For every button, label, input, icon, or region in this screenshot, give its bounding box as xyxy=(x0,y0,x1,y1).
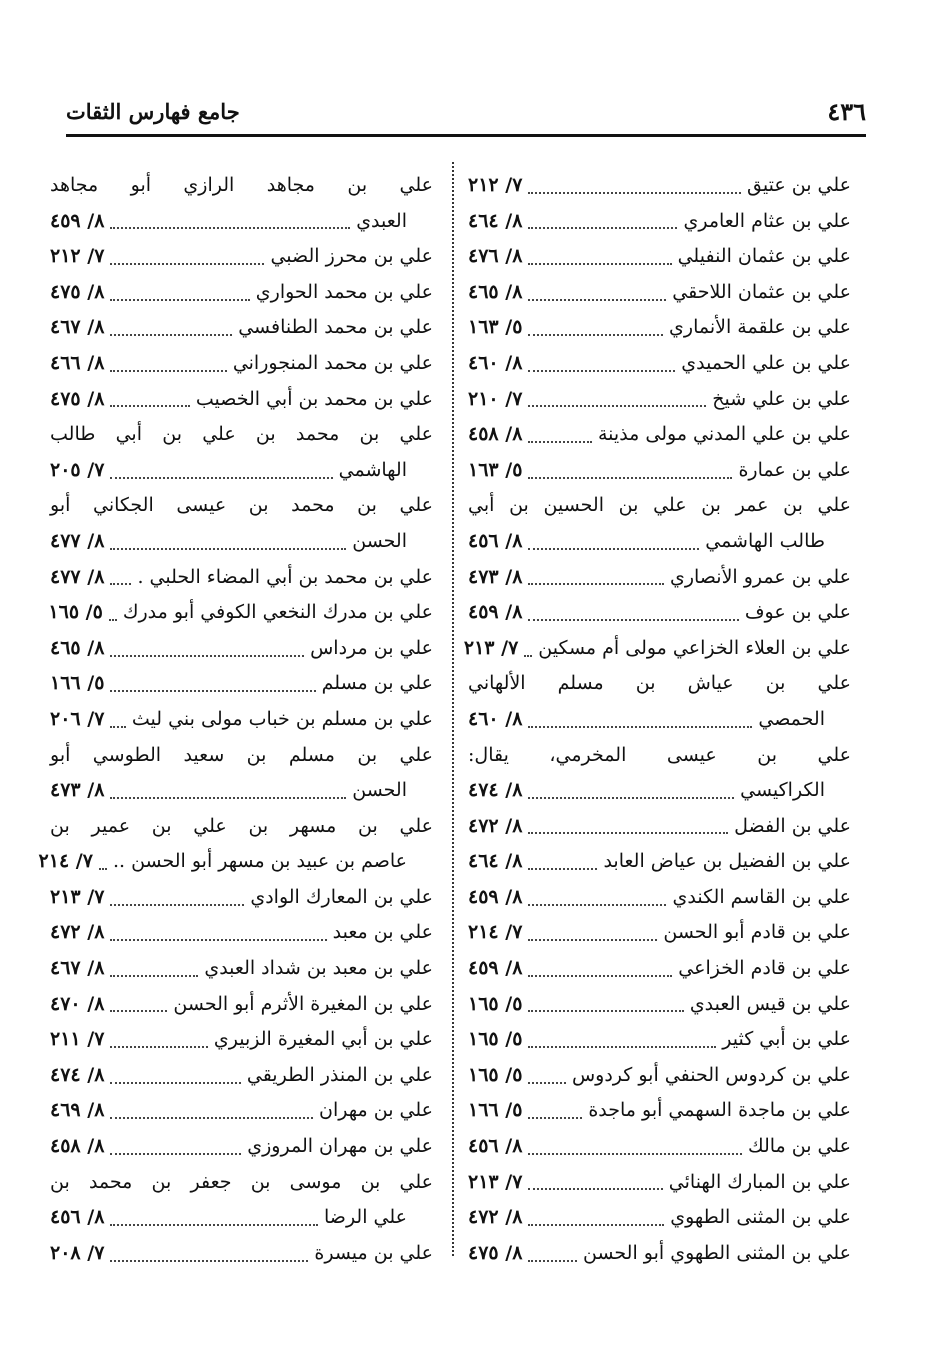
entry-name: علي بن المبارك الهنائي xyxy=(668,1170,851,1193)
entry-reference: ٧/ ٢١٠ xyxy=(468,387,523,410)
entry-name: الهاشمي xyxy=(338,458,407,481)
entry-name: علي بن مسهر بن علي بن عمير بن xyxy=(50,814,433,837)
dot-leader xyxy=(110,403,189,407)
index-entry-continuation xyxy=(50,1200,433,1236)
index-entry xyxy=(468,844,851,880)
index-entry xyxy=(468,453,851,489)
index-entry xyxy=(468,987,851,1023)
dot-leader xyxy=(528,1044,716,1048)
dot-leader xyxy=(110,973,198,977)
entry-name: علي بن عمرو الأنصاري xyxy=(669,565,851,588)
index-entry xyxy=(468,666,851,702)
dot-leader xyxy=(528,190,741,194)
index-entry xyxy=(468,915,851,951)
index-entry xyxy=(463,631,851,667)
entry-reference: ٨/ ٤٦٦ xyxy=(50,351,105,374)
entry-name: علي بن عمر بن علي بن الحسين بن أبي xyxy=(468,494,851,517)
entry-reference: ٨/ ٤٧٢ xyxy=(468,814,523,837)
dot-leader xyxy=(528,439,592,443)
entry-name: علي بن المنذر الطريقي xyxy=(246,1063,433,1086)
index-entry xyxy=(50,417,433,453)
entry-reference: ٨/ ٤٦٠ xyxy=(468,351,523,374)
entry-name: علي بن مسلم بن سعيد الطوسي أبو xyxy=(50,743,433,766)
entry-name: علي بن القاسم الكندي xyxy=(672,885,851,908)
entry-reference: ٨/ ٤٥٩ xyxy=(50,209,105,232)
index-entry xyxy=(50,310,433,346)
entry-name: علي بن مهران xyxy=(319,1099,433,1122)
index-entry-continuation xyxy=(50,524,433,560)
index-entry xyxy=(50,1093,433,1129)
entry-reference: ٨/ ٤٥٩ xyxy=(468,957,523,980)
entry-name: الحسن xyxy=(352,779,407,802)
index-entry xyxy=(468,1129,851,1165)
entry-name: علي بن علي الحميدي xyxy=(681,351,851,374)
index-entry xyxy=(50,702,433,738)
index-entry xyxy=(468,809,851,845)
dot-leader xyxy=(528,225,677,229)
index-entry xyxy=(468,1236,851,1272)
index-entry xyxy=(50,168,433,204)
index-entry xyxy=(468,880,851,916)
entry-reference: ٨/ ٤٧٣ xyxy=(50,779,105,802)
index-entry-continuation xyxy=(468,773,851,809)
index-entry xyxy=(50,666,433,702)
dot-leader xyxy=(110,1115,313,1119)
entry-reference: ٨/ ٤٧٤ xyxy=(468,779,523,802)
entry-name: علي بن محمد الطنافسي xyxy=(238,316,433,339)
index-entry xyxy=(468,310,851,346)
entry-name: علي بن الفضيل بن عياض العابد xyxy=(603,850,851,873)
entry-reference: ٨/ ٤٥٨ xyxy=(50,1135,105,1158)
index-entry-continuation xyxy=(468,702,851,738)
entry-reference: ٨/ ٤٦٥ xyxy=(50,636,105,659)
entry-name: علي بن عثام العامري xyxy=(683,209,851,232)
dot-leader xyxy=(110,546,346,550)
index-entry xyxy=(50,809,433,845)
dot-leader xyxy=(528,1115,582,1119)
index-entry xyxy=(468,204,851,240)
entry-name: علي بن المثنى الطهوي xyxy=(670,1206,851,1229)
entry-name: علي بن محمد بن أبي الخصيب xyxy=(195,387,433,410)
dot-leader xyxy=(110,1258,308,1262)
entry-name: عاصم بن عبيد بن مسهر أبو الحسن .. xyxy=(112,850,407,873)
dot-leader xyxy=(110,653,304,657)
dot-leader xyxy=(110,1151,241,1155)
entry-name: علي بن قادم أبو الحسن xyxy=(663,921,851,944)
index-entry xyxy=(468,738,851,774)
entry-reference: ٧/ ٢١٢ xyxy=(468,174,523,196)
entry-name: علي بن محمد بن علي بن أبي طالب xyxy=(50,423,433,446)
entry-reference: ٨/ ٤٧٤ xyxy=(50,1063,105,1086)
dot-leader xyxy=(528,937,657,941)
entry-name: علي بن ميسرة xyxy=(314,1241,433,1264)
index-entry xyxy=(468,168,851,204)
dot-leader xyxy=(110,902,244,906)
entry-reference: ٥/ ١٦٦ xyxy=(50,672,105,695)
index-entry xyxy=(468,488,851,524)
entry-reference: ٥/ ١٦٦ xyxy=(468,1099,523,1122)
index-entry xyxy=(50,239,433,275)
entry-name: علي بن المغيرة الأثرم أبو الحسن xyxy=(173,992,433,1015)
entry-reference: ٨/ ٤٥٦ xyxy=(468,529,523,552)
page-number: ٤٣٦ xyxy=(827,96,866,126)
entry-name: علي بن محرز الضبي xyxy=(270,245,433,268)
book-title: جامع فهارس الثقات xyxy=(66,98,240,124)
entry-reference: ٥/ ١٦٣ xyxy=(468,458,523,481)
entry-reference: ٨/ ٤٧٢ xyxy=(468,1206,523,1229)
dot-leader xyxy=(528,617,738,621)
entry-reference: ٧/ ٢١٣ xyxy=(468,1170,523,1193)
entry-reference: ٨/ ٤٧٢ xyxy=(50,921,105,944)
index-entry xyxy=(50,1022,433,1058)
entry-reference: ٧/ ٢١١ xyxy=(50,1028,105,1051)
dot-leader xyxy=(528,1008,683,1012)
entry-name: علي بن عياش بن مسلم الألهاني xyxy=(468,672,851,695)
entry-reference: ٨/ ٤٧٦ xyxy=(468,245,523,268)
index-entry xyxy=(468,1058,851,1094)
entry-reference: ٨/ ٤٦٩ xyxy=(50,1099,105,1122)
entry-reference: ٧/ ٢١٣ xyxy=(463,636,519,659)
index-entry xyxy=(50,951,433,987)
dot-leader xyxy=(528,1222,664,1226)
entry-reference: ٨/ ٤٧٠ xyxy=(50,992,105,1015)
dot-leader xyxy=(528,581,664,585)
index-entry xyxy=(468,951,851,987)
entry-reference: ٧/ ٢١٣ xyxy=(50,885,105,908)
entry-reference: ٨/ ٤٦٤ xyxy=(468,850,523,873)
dot-leader xyxy=(110,1222,318,1226)
entry-name: علي بن مجاهد الرازي أبو مجاهد xyxy=(50,174,433,196)
entry-reference: ٨/ ٤٦٧ xyxy=(50,316,105,339)
entry-name: الحمصي xyxy=(758,707,825,730)
entry-reference: ٧/ ٢١٢ xyxy=(50,245,105,268)
dot-leader xyxy=(528,866,597,870)
entry-name: علي بن أبي المغيرة الزبيري xyxy=(213,1028,433,1051)
entry-name: علي بن معبد بن شداد العبدي xyxy=(204,957,433,980)
index-entry xyxy=(50,1236,433,1272)
entry-name: الحسن xyxy=(352,529,407,552)
header-rule xyxy=(66,134,866,137)
dot-leader xyxy=(110,937,326,941)
index-column-left xyxy=(38,168,433,1271)
index-entry xyxy=(50,595,433,631)
dot-leader xyxy=(110,581,131,585)
index-entry xyxy=(50,915,433,951)
entry-reference: ٨/ ٤٥٦ xyxy=(468,1135,523,1158)
entry-name: العبدي xyxy=(356,209,407,232)
entry-name: علي بن عتيق xyxy=(747,174,851,196)
index-entry xyxy=(468,1200,851,1236)
entry-reference: ٧/ ٢١٤ xyxy=(38,850,93,873)
entry-reference: ٨/ ٤٧٥ xyxy=(468,1241,523,1264)
dot-leader xyxy=(528,830,728,834)
index-entry xyxy=(468,1022,851,1058)
entry-name: علي بن عثمان اللاحقي xyxy=(672,280,851,303)
dot-leader xyxy=(110,475,332,479)
dot-leader xyxy=(528,795,734,799)
dot-leader xyxy=(528,546,699,550)
entry-reference: ٨/ ٤٧٥ xyxy=(50,280,105,303)
entry-reference: ٨/ ٤٧٧ xyxy=(50,565,105,588)
dot-leader xyxy=(110,1044,208,1048)
entry-reference: ٨/ ٤٦٤ xyxy=(468,209,523,232)
index-entry xyxy=(468,1093,851,1129)
index-entry xyxy=(50,738,433,774)
dot-leader xyxy=(528,261,671,265)
entry-name: علي بن علي المدني مولى مذينة xyxy=(597,423,851,446)
entry-name: علي بن ماجدة السهمي أبو ماجدة xyxy=(588,1099,851,1122)
dot-leader xyxy=(528,724,752,728)
entry-name: علي بن عيسى المخرمي، يقال: xyxy=(468,743,851,766)
entry-reference: ٨/ ٤٦٠ xyxy=(468,707,523,730)
entry-name: علي بن كردوس الحنفي أبو كردوس xyxy=(571,1063,851,1086)
index-entry-continuation xyxy=(468,524,851,560)
entry-name: علي بن مدرك النخعي الكوفي أبو مدرك xyxy=(122,601,433,624)
entry-reference: ٧/ ٢٠٥ xyxy=(50,458,105,481)
index-entry xyxy=(468,346,851,382)
dot-leader xyxy=(110,795,346,799)
entry-reference: ٨/ ٤٧٧ xyxy=(50,529,105,552)
index-entry xyxy=(50,275,433,311)
index-entry xyxy=(468,560,851,596)
dot-leader xyxy=(524,653,532,657)
index-entry xyxy=(468,275,851,311)
dot-leader xyxy=(528,1151,742,1155)
index-entry xyxy=(468,382,851,418)
index-entry xyxy=(50,1129,433,1165)
entry-reference: ٨/ ٤٥٦ xyxy=(50,1206,105,1229)
dot-leader xyxy=(528,973,672,977)
entry-name: علي بن محمد بن عيسى الجكاني أبو xyxy=(50,494,433,517)
index-entry xyxy=(468,239,851,275)
entry-name: طالب الهاشمي xyxy=(705,529,825,552)
entry-name: علي بن علي شيخ xyxy=(712,387,851,410)
entry-name: الكراكيسي xyxy=(740,779,825,802)
index-entry xyxy=(50,346,433,382)
dot-leader xyxy=(110,688,315,692)
entry-name: علي بن الفضل xyxy=(734,814,851,837)
index-entry xyxy=(50,560,433,596)
entry-name: علي بن المثنى الطهوي أبو الحسن xyxy=(583,1241,851,1264)
dot-leader xyxy=(110,724,125,728)
entry-reference: ٨/ ٤٧٣ xyxy=(468,565,523,588)
entry-reference: ٥/ ١٦٥ xyxy=(468,992,523,1015)
entry-reference: ٨/ ٤٥٩ xyxy=(468,601,523,624)
page-header xyxy=(66,92,866,130)
dot-leader xyxy=(110,368,226,372)
index-entry xyxy=(50,382,433,418)
entry-name: علي بن مسلم xyxy=(321,672,433,695)
dot-leader xyxy=(110,1008,167,1012)
entry-reference: ٧/ ٢١٤ xyxy=(468,921,523,944)
index-entry xyxy=(50,880,433,916)
dot-leader xyxy=(110,1080,240,1084)
dot-leader xyxy=(528,902,666,906)
dot-leader xyxy=(110,332,232,336)
entry-reference: ٨/ ٤٦٧ xyxy=(50,957,105,980)
entry-name: علي بن محمد بن أبي المضاء الحلبي . xyxy=(137,565,433,588)
dot-leader xyxy=(110,261,264,265)
dot-leader xyxy=(528,1258,577,1262)
dot-leader xyxy=(528,297,666,301)
entry-name: علي بن مالك xyxy=(747,1135,851,1158)
entry-name: علي بن عثمان النفيلي xyxy=(677,245,851,268)
entry-name: علي بن معبد xyxy=(332,921,433,944)
dot-leader xyxy=(528,403,706,407)
entry-reference: ٨/ ٤٧٥ xyxy=(50,387,105,410)
entry-name: علي بن علقمة الأنماري xyxy=(669,316,851,339)
column-divider xyxy=(452,162,454,1256)
entry-name: علي بن قادم الخزاعي xyxy=(678,957,851,980)
dot-leader xyxy=(110,297,249,301)
index-entry-continuation xyxy=(50,773,433,809)
index-entry xyxy=(468,417,851,453)
index-entry xyxy=(50,488,433,524)
entry-name: علي بن العلاء الخزاعي مولى أم مسكين xyxy=(538,636,851,659)
dot-leader xyxy=(110,225,350,229)
dot-leader xyxy=(528,332,663,336)
entry-name: علي بن أبي كثير xyxy=(722,1028,851,1051)
entry-name: علي بن عوف xyxy=(744,601,851,624)
dot-leader xyxy=(528,368,675,372)
entry-name: علي الرضا xyxy=(324,1206,407,1229)
entry-reference: ٧/ ٢٠٦ xyxy=(50,707,105,730)
dot-leader xyxy=(528,1186,662,1190)
index-entry xyxy=(50,987,433,1023)
entry-name: علي بن محمد الحواري xyxy=(255,280,433,303)
entry-reference: ٥/ ١٦٥ xyxy=(48,601,103,624)
entry-name: علي بن عمارة xyxy=(738,458,851,481)
index-entry-continuation xyxy=(50,204,433,240)
entry-reference: ٨/ ٤٥٩ xyxy=(468,885,523,908)
entry-reference: ٥/ ١٦٣ xyxy=(468,316,523,339)
dot-leader xyxy=(109,617,117,621)
entry-reference: ٨/ ٤٥٨ xyxy=(468,423,523,446)
index-entry xyxy=(468,1165,851,1201)
entry-name: علي بن محمد المنجوراني xyxy=(232,351,433,374)
dot-leader xyxy=(528,1080,566,1084)
entry-reference: ٥/ ١٦٥ xyxy=(468,1028,523,1051)
index-entry xyxy=(468,595,851,631)
index-entry xyxy=(50,1165,433,1201)
entry-name: علي بن مرداس xyxy=(310,636,433,659)
entry-reference: ٥/ ١٦٥ xyxy=(468,1063,523,1086)
entry-reference: ٧/ ٢٠٨ xyxy=(50,1241,105,1264)
entry-name: علي بن المعارك الوادي xyxy=(250,885,433,908)
dot-leader xyxy=(99,866,107,870)
index-entry xyxy=(50,1058,433,1094)
entry-reference: ٨/ ٤٦٥ xyxy=(468,280,523,303)
entry-name: علي بن مسلم بن خباب مولى بني ليث xyxy=(131,707,433,730)
dot-leader xyxy=(528,475,732,479)
index-entry-continuation xyxy=(38,844,433,880)
index-entry-continuation xyxy=(50,453,433,489)
entry-name: علي بن مهران المروزي xyxy=(247,1135,433,1158)
index-column-right xyxy=(463,168,851,1271)
entry-name: علي بن قيس العبدي xyxy=(689,992,851,1015)
entry-name: علي بن موسى بن جعفر بن محمد بن xyxy=(50,1170,433,1193)
index-entry xyxy=(50,631,433,667)
